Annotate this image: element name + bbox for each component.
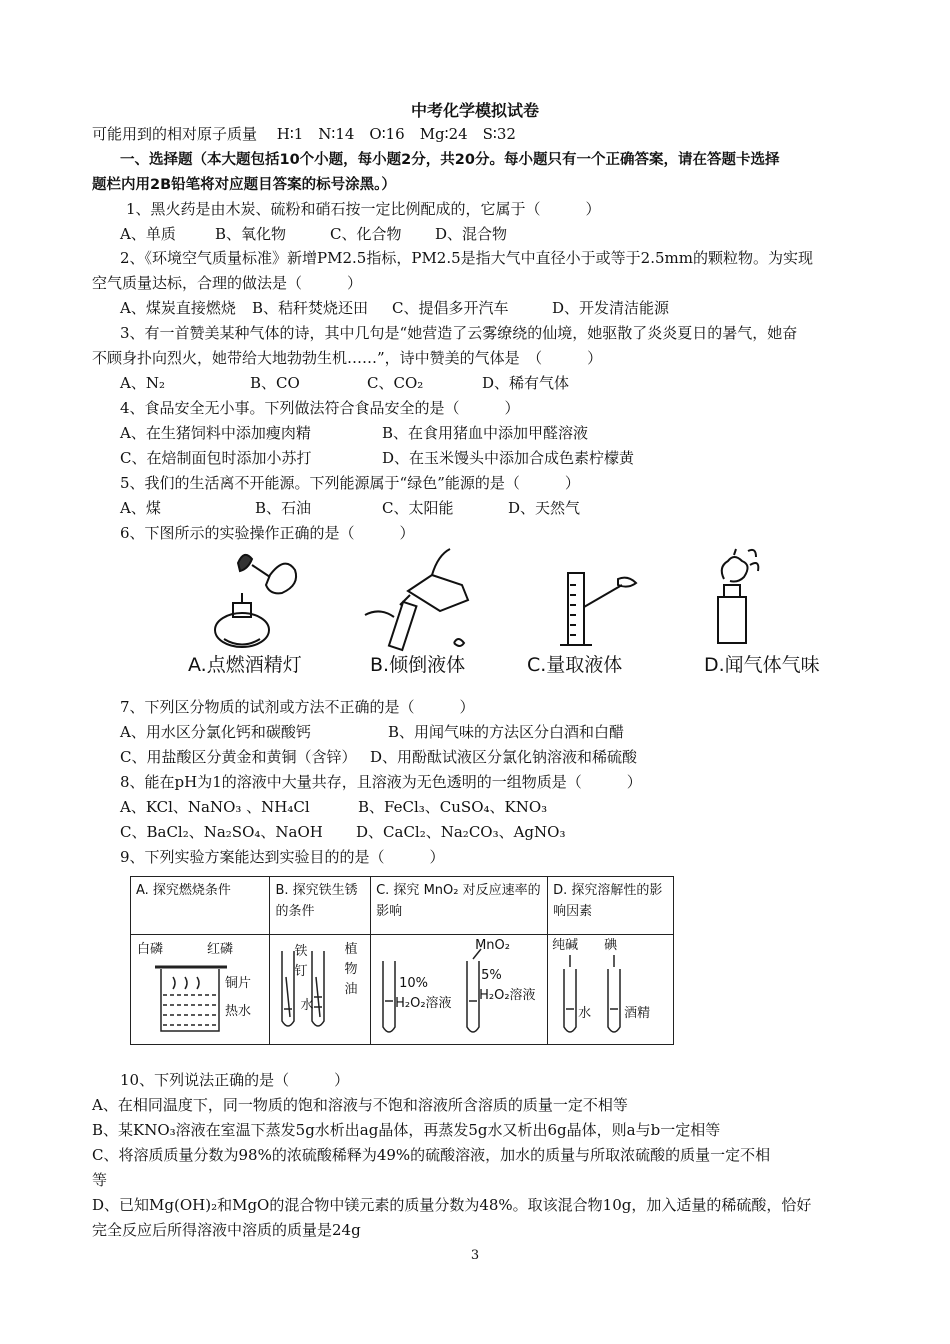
page-title: 中考化学模拟试卷 (410, 101, 539, 120)
option: D、天然气 (508, 499, 581, 517)
question-10-option-a: A、在相同温度下，同一物质的饱和溶液与不饱和溶液所含溶质的质量一定不相等 (92, 1096, 628, 1114)
option: D、混合物 (435, 225, 508, 243)
option: A、煤 (120, 499, 161, 517)
diagram-label: 物 (344, 962, 358, 977)
diagram-label: 水 (578, 1006, 592, 1021)
diagram-label: MnO₂ (475, 938, 510, 953)
test-tubes-drawing (278, 947, 338, 1037)
diagram-label: 钉 (294, 964, 308, 979)
question-9-stem: 9、下列实验方案能达到实验目的的是（ ） (120, 848, 445, 866)
question-5-stem: 5、我们的生活离不开能源。下列能源属于“绿色”能源的是（ ） (120, 474, 580, 492)
option: B、在食用猪血中添加甲醛溶液 (382, 424, 589, 442)
option: A、KCl、NaNO₃ 、NH₄Cl (120, 798, 310, 816)
option: A、N₂ (120, 374, 165, 392)
option: C、在焙制面包时添加小苏打 (120, 449, 312, 467)
option: B、氧化物 (215, 225, 287, 243)
alcohol-lamp-drawing (215, 555, 296, 647)
diagram-label: H₂O₂溶液 (395, 996, 452, 1011)
diagram-label: 铜片 (225, 976, 252, 991)
figure-caption-b: B.倾倒液体 (370, 654, 466, 676)
atomic-mass-line: 可能用到的相对原子质量 H∶1 N∶14 O∶16 Mg∶24 S∶32 (92, 125, 516, 143)
gas-bottle-drawing (718, 549, 758, 643)
diagram-label: 白磷 (137, 942, 164, 957)
section-heading: 一、选择题（本大题包括10个小题，每小题2分，共20分。每小题只有一个正确答案，请在答题卡选择 (120, 152, 780, 168)
option: C、用盐酸区分黄金和黄铜（含锌） (120, 748, 357, 766)
option: A、单质 (120, 225, 176, 243)
option: D、用酚酞试液区分氯化钠溶液和稀硫酸 (370, 748, 638, 766)
option: D、CaCl₂、Na₂CO₃、AgNO₃ (356, 823, 566, 841)
option: B、用闻气味的方法区分白酒和白醋 (388, 723, 625, 741)
question-2-stem: 2、《环境空气质量标准》新增PM2.5指标，PM2.5是指大气中直径小于或等于2.5mm的颗粒物。为实现 (120, 249, 813, 267)
figure-caption-d: D.闻气体气味 (704, 654, 820, 676)
question-10-option-d-cont: 完全反应后所得溶液中溶质的质量是24g (92, 1221, 361, 1239)
table-header: A. 探究燃烧条件 (131, 877, 270, 935)
diagram-label: 油 (344, 982, 358, 997)
question-10-option-c: C、将溶质质量分数为98%的浓硫酸稀释为49%的硫酸溶液，加水的质量与所取浓硫酸的质量一定不相 (92, 1146, 771, 1164)
diagram-label: 红磷 (207, 942, 234, 957)
diagram-label: 10% (399, 976, 428, 991)
diagram-label: 5% (481, 968, 502, 983)
diagram-label: 纯碱 (552, 938, 579, 953)
question-6-stem: 6、下图所示的实验操作正确的是（ ） (120, 524, 415, 542)
question-8-stem: 8、能在pH为1的溶液中大量共存，且溶液为无色透明的一组物质是（ ） (120, 773, 642, 791)
diagram-label: H₂O₂溶液 (479, 988, 536, 1003)
diagram-cell-d (548, 935, 674, 1045)
question-10-stem: 10、下列说法正确的是（ ） (120, 1071, 350, 1089)
option: B、秸秆焚烧还田 (252, 299, 369, 317)
option: C、CO₂ (367, 374, 424, 392)
measuring-cylinder-drawing (560, 573, 636, 645)
diagram-label: 碘 (604, 938, 618, 953)
figure-caption-a: A.点燃酒精灯 (188, 654, 302, 676)
page-number: 3 (470, 1248, 480, 1263)
option: C、BaCl₂、Na₂SO₄、NaOH (120, 823, 323, 841)
diagram-label: 热水 (225, 1004, 252, 1019)
figure-caption-c: C.量取液体 (527, 654, 623, 676)
option: C、化合物 (330, 225, 402, 243)
experiment-table (130, 876, 674, 1045)
option: A、用水区分氯化钙和碳酸钙 (120, 723, 311, 741)
diagram-cell-c (371, 935, 548, 1045)
option: D、稀有气体 (482, 374, 570, 392)
option: B、石油 (255, 499, 312, 517)
option: B、CO (250, 374, 300, 392)
question-2-stem-cont: 空气质量达标，合理的做法是（ ） (92, 274, 363, 292)
table-header: D. 探究溶解性的影响因素 (548, 877, 674, 935)
question-7-stem: 7、下列区分物质的试剂或方法不正确的是（ ） (120, 698, 475, 716)
question-10-option-b: B、某KNO₃溶液在室温下蒸发5g水析出ag晶体，再蒸发5g水又析出6g晶体，则a与b一定相等 (92, 1121, 721, 1139)
option: D、开发清洁能源 (552, 299, 670, 317)
question-4-stem: 4、食品安全无小事。下列做法符合食品安全的是（ ） (120, 399, 520, 417)
question-1-stem: 1、黑火药是由木炭、硫粉和硝石按一定比例配成的，它属于（ ） (126, 200, 601, 218)
option: A、在生猪饲料中添加瘦肉精 (120, 424, 311, 442)
question-3-stem-cont: 不顾身扑向烈火，她带给大地勃勃生机……”，诗中赞美的气体是 （ ） (92, 349, 603, 367)
option: A、煤炭直接燃烧 (120, 299, 236, 317)
option: D、在玉米馒头中添加合成色素柠檬黄 (382, 449, 635, 467)
beaker-drawing (151, 961, 231, 1039)
table-header: C. 探究 MnO₂ 对反应速率的影响 (371, 877, 548, 935)
diagram-label: 水 (300, 998, 314, 1013)
pouring-drawing (365, 549, 468, 650)
diagram-label: 铁 (294, 944, 308, 959)
diagram-label: 酒精 (624, 1006, 651, 1021)
diagram-label: 植 (344, 942, 358, 957)
option: C、提倡多开汽车 (392, 299, 509, 317)
option: C、太阳能 (382, 499, 454, 517)
solubility-tubes-drawing (558, 955, 638, 1041)
question-10-option-d: D、已知Mg(OH)₂和MgO的混合物中镁元素的质量分数为48%。取该混合物10g，加入适量的稀硫酸，恰好 (92, 1196, 812, 1214)
question-3-stem: 3、有一首赞美某种气体的诗，其中几句是“她营造了云雾缭绕的仙境，她驱散了炎炎夏日的暑气，她奋 (120, 324, 798, 342)
question-10-option-c-cont: 等 (92, 1171, 108, 1189)
table-header: B. 探究铁生锈的条件 (270, 877, 371, 935)
section-heading-cont: 题栏内用2B铅笔将对应题目答案的标号涂黑。） (92, 177, 396, 193)
diagram-cell-b (270, 935, 371, 1045)
option: B、FeCl₃、CuSO₄、KNO₃ (358, 798, 548, 816)
diagram-cell-a (131, 935, 270, 1045)
